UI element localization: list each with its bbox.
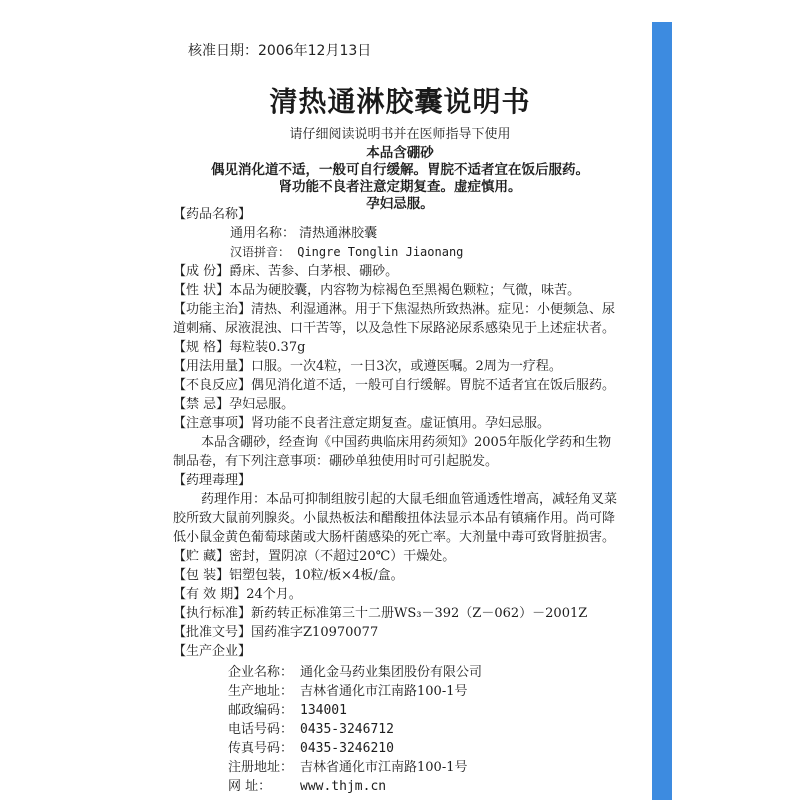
postcode-row [228, 699, 347, 718]
precautions-text: 肾功能不良者注意定期复查。虚证慎用。孕妇忌服。 [251, 416, 551, 431]
contra-label: 【禁 忌】 [173, 397, 230, 412]
warning-line-3: 肾功能不良者注意定期复查。虚症慎用。 [278, 179, 522, 195]
pharm-section-label: 【药理毒理】 [173, 473, 252, 488]
properties-label: 【性 状】 [173, 283, 230, 298]
package-text: 铝塑包装，10粒/板×4板/盒。 [229, 568, 404, 583]
company-name-row [228, 661, 482, 680]
phone-key: 电话号码： [228, 722, 294, 737]
website-row [228, 775, 386, 794]
package-label: 【包 装】 [173, 568, 230, 583]
fax-key: 传真号码： [228, 741, 294, 756]
company-address-key: 生产地址： [228, 684, 294, 699]
adverse-row [173, 376, 615, 395]
company-address-row [228, 680, 467, 699]
package-row [173, 566, 404, 585]
standard-label: 【执行标准】 [173, 606, 252, 621]
phone: 0435-3246712 [300, 722, 394, 737]
blue-edge-strip [652, 22, 672, 800]
adverse-label: 【不良反应】 [173, 378, 252, 393]
validity-label: 【有 效 期】 [173, 587, 247, 602]
precautions-label: 【注意事项】 [173, 416, 252, 431]
maker-section-label: 【生产企业】 [173, 644, 252, 659]
generic-name: 通用名称： 清热通淋胶囊 [230, 226, 378, 241]
storage-label: 【贮 藏】 [173, 549, 230, 564]
website-key: 网 址： [228, 779, 272, 794]
phone-row [228, 718, 394, 737]
storage-row [173, 547, 455, 566]
pharm-text-2: 胶所致大鼠前列腺炎。小鼠热板法和醋酸扭体法显示本品有镇痛作用。尚可降 [173, 511, 616, 526]
pinyin-name: 汉语拼音： Qingre Tonglin Jiaonang [230, 245, 464, 259]
usage-row [173, 357, 562, 376]
indications-text-1: 清热、利湿通淋。用于下焦湿热所致热淋。症见：小便频急、尿 [251, 302, 616, 317]
indications-text-2: 道刺痛、尿液混浊、口干苦等，以及急性下尿路泌尿系感染见于上述症状者。 [173, 321, 616, 336]
spec-row [173, 338, 305, 357]
approval-row [173, 623, 378, 642]
reg-address-row [228, 756, 467, 775]
ingredients-label: 【成 份】 [173, 264, 230, 279]
warning-line-2: 偶见消化道不适，一般可自行缓解。胃脘不适者宜在饭后服药。 [211, 162, 589, 178]
spec-text: 每粒装0.37g [229, 340, 306, 355]
approval-date: 核准日期：2006年12月13日 [188, 43, 372, 59]
borax-note-1: 本品含硼砂，经查询《中国药典临床用药须知》2005年版化学药和生物 [201, 435, 612, 450]
precautions-row [173, 414, 550, 433]
company-name: 通化金马药业集团股份有限公司 [300, 665, 483, 680]
borax-note-2: 制品卷，有下列注意事项：硼砂单独使用时可引起脱发。 [173, 454, 499, 469]
usage-text: 口服。一次4粒，一日3次，或遵医嘱。2周为一疗程。 [251, 359, 562, 374]
indications-label: 【功能主治】 [173, 302, 252, 317]
ingredients-text: 爵床、苦参、白茅根、硼砂。 [229, 264, 399, 279]
storage-text: 密封，置阴凉（不超过20℃）干燥处。 [229, 549, 456, 564]
pharm-text-3: 低小鼠金黄色葡萄球菌或大肠杆菌感染的死亡率。大剂量中毒可致肾脏损害。 [173, 530, 616, 545]
website: www.thjm.cn [300, 779, 387, 794]
name-section-label: 【药品名称】 [173, 207, 252, 222]
indications-row [173, 300, 615, 319]
validity-text: 24个月。 [246, 587, 302, 602]
properties-text: 本品为硬胶囊，内容物为棕褐色至黑褐色颗粒；气微，味苦。 [229, 283, 581, 298]
approval-label: 【批准文号】 [173, 625, 252, 640]
ingredients-row [173, 262, 398, 281]
standard-row [173, 604, 587, 623]
fax: 0435-3246210 [300, 741, 394, 756]
contra-text: 孕妇忌服。 [229, 397, 295, 412]
warning-line-4: 孕妇忌服。 [366, 196, 434, 212]
pharm-text-1: 药理作用：本品可抑制组胺引起的大鼠毛细血管通透性增高，减轻角叉菜 [201, 492, 618, 507]
subtitle: 请仔细阅读说明书并在医师指导下使用 [289, 127, 511, 142]
adverse-text: 偶见消化道不适，一般可自行缓解。胃脘不适者宜在饭后服药。 [251, 378, 616, 393]
validity-row [173, 585, 302, 604]
company-address: 吉林省通化市江南路100-1号 [300, 684, 468, 699]
spec-label: 【规 格】 [173, 340, 230, 355]
reg-address: 吉林省通化市江南路100-1号 [300, 760, 468, 775]
usage-label: 【用法用量】 [173, 359, 252, 374]
company-name-key: 企业名称： [228, 665, 294, 680]
document-title: 清热通淋胶囊说明书 [269, 85, 531, 118]
postcode-key: 邮政编码： [228, 703, 294, 718]
properties-row [173, 281, 580, 300]
warning-line-1: 本品含硼砂 [366, 145, 434, 161]
approval-number: 国药准字Z10970077 [251, 625, 379, 640]
fax-row [228, 737, 394, 756]
reg-address-key: 注册地址： [228, 760, 294, 775]
standard-text: 新药转正标准第三十二册WS₃－392（Z－062）－2001Z [251, 606, 588, 621]
contra-row [173, 395, 294, 414]
postcode: 134001 [300, 703, 347, 718]
